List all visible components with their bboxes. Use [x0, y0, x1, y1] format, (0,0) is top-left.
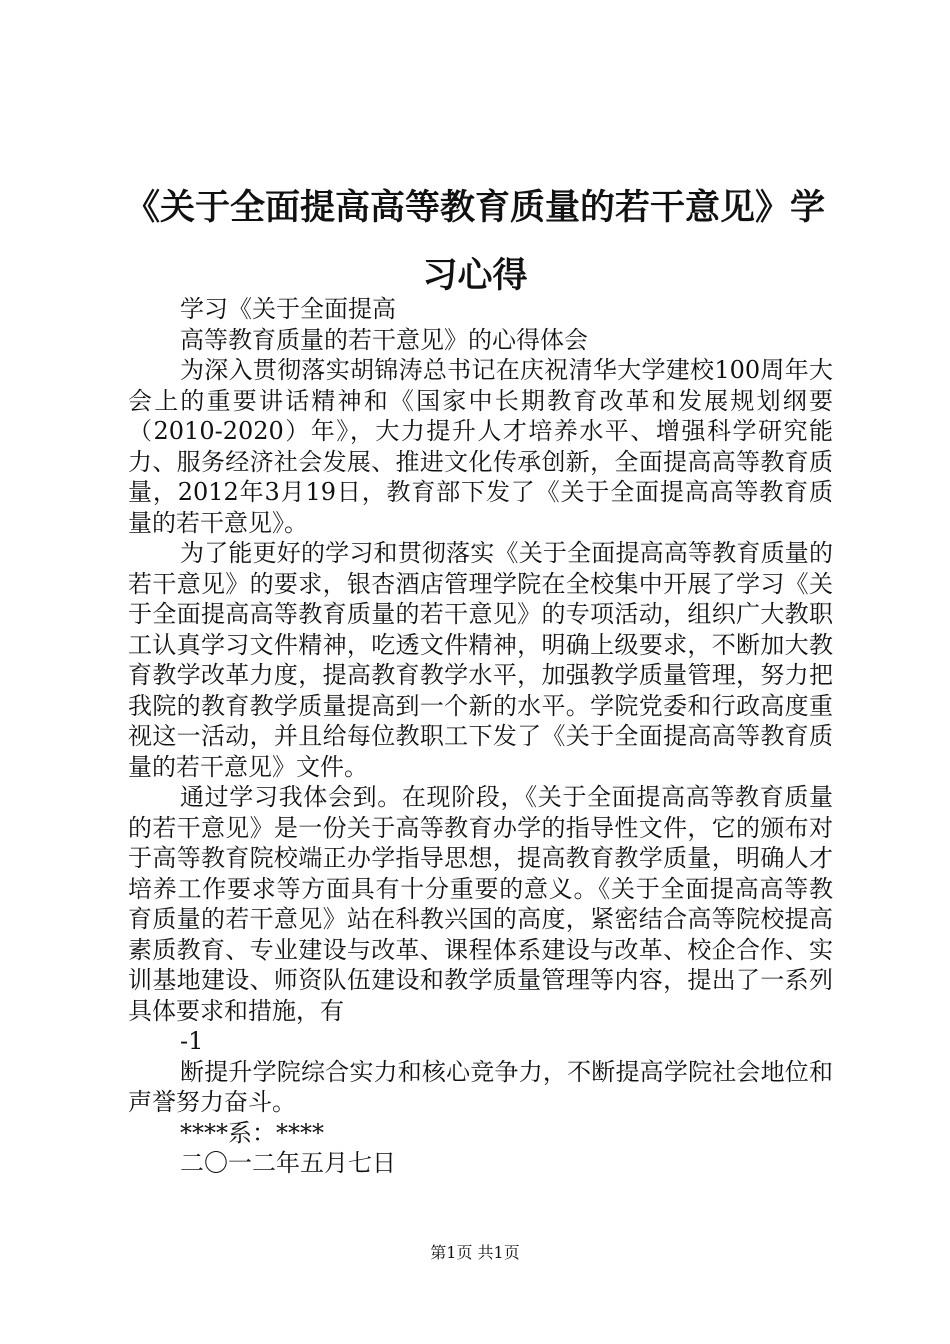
document-body	[128, 294, 833, 1179]
department-signature: ****系：****	[180, 1118, 324, 1147]
page-footer: 第1页 共1页	[430, 1243, 520, 1262]
document-title: 《关于全面提高高等教育质量的若干意见》学习心得	[124, 188, 825, 296]
heading-line-1: 学习《关于全面提高	[180, 295, 396, 323]
heading-line-2: 高等教育质量的若干意见》的心得体会	[180, 325, 588, 354]
body-paragraph-3: 通过学习我体会到。在现阶段，《关于全面提高高等教育质量的若干意见》是一份关于高等教育办学的指导性文件，它的颁布对于高等教育院校端正办学指导思想，提高教育教学质量，明确人才培养工作要求等方面具有十分重要的意义。《关于全面提高高等教育质量的若干意见》站在科教兴国的高度，紧密结合高等院校提高素质教育、专业建设与改革、课程体系建设与改革、校企合作、实训基地建设、师资队伍建设和教学质量管理等内容，提出了一系列具体要求和措施，有	[128, 783, 833, 1025]
body-paragraph-1: 为深入贯彻落实胡锦涛总书记在庆祝清华大学建校100周年大会上的重要讲话精神和《国家中长期教育改革和发展规划纲要（2010-2020）年》，大力提升人才培养水平、增强科学研究能力、服务经济社会发展、推进文化传承创新，全面提高高等教育质量，2012年3月19日，教育部下发了《关于全面提高高等教育质量的若干意见》。	[128, 356, 833, 537]
document-date: 二〇一二年五月七日	[180, 1149, 396, 1177]
body-paragraph-4: 断提升学院综合实力和核心竞争力，不断提高学院社会地位和声誉努力奋斗。	[128, 1057, 833, 1116]
page-marker: -1	[180, 1027, 204, 1055]
body-paragraph-2: 为了能更好的学习和贯彻落实《关于全面提高高等教育质量的若干意见》的要求，银杏酒店管理学院在全校集中开展了学习《关于全面提高高等教育质量的若干意见》的专项活动，组织广大教职工认真学习文件精神，吃透文件精神，明确上级要求，不断加大教育教学改革力度，提高教育教学水平，加强教学质量管理，努力把我院的教育教学质量提高到一个新的水平。学院党委和行政高度重视这一活动，并且给每位教职工下发了《关于全面提高高等教育质量的若干意见》文件。	[128, 539, 833, 781]
